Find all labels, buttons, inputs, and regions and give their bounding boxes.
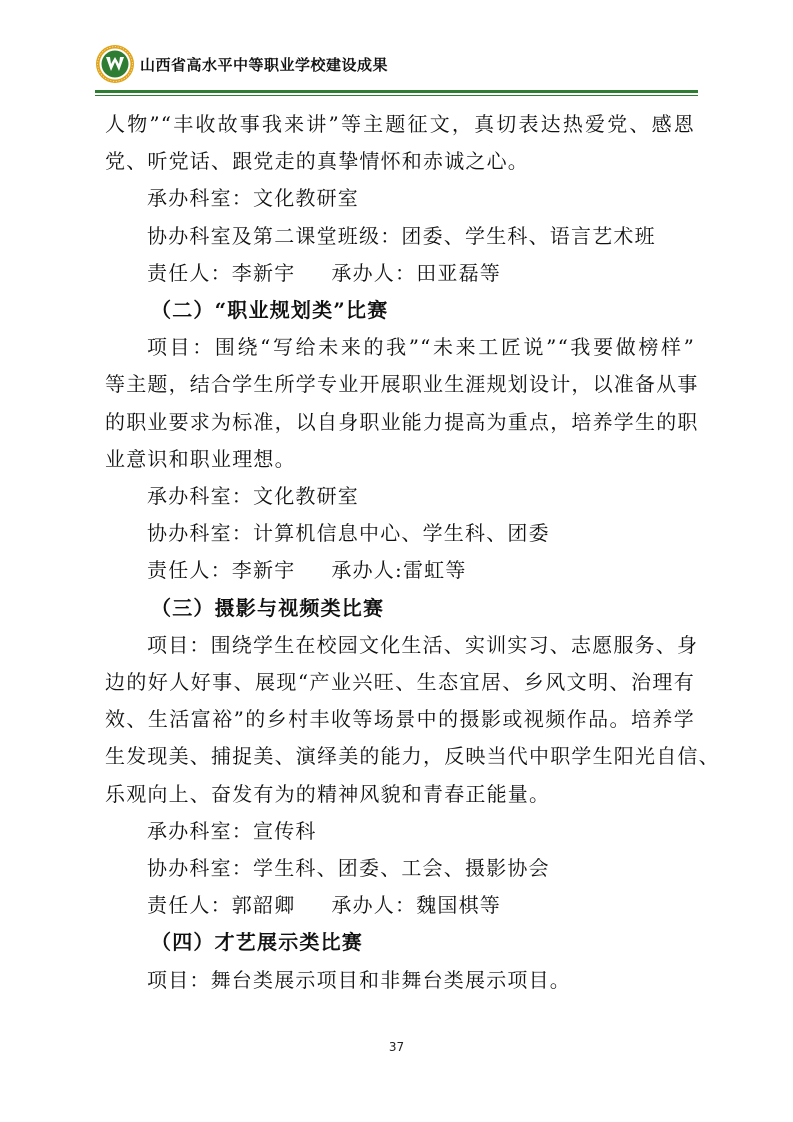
responsible-person: 责任人：李新宇 bbox=[147, 558, 296, 583]
organizer-line: 承办科室：文化教研室 bbox=[147, 484, 359, 509]
section-heading: （二）“职业规划类”比赛 bbox=[151, 298, 389, 323]
paragraph-line: 项目：围绕“写给未来的我”“未来工匠说”“我要做榜样” bbox=[147, 335, 695, 360]
paragraph-line: 的职业要求为标准，以自身职业能力提高为重点，培养学生的职 bbox=[105, 409, 699, 434]
co-organizer-line: 协办科室及第二课堂班级：团委、学生科、语言艺术班 bbox=[147, 223, 656, 248]
responsible-person: 责任人：郭韶卿 bbox=[147, 893, 296, 918]
responsible-line bbox=[105, 552, 695, 589]
undertaker: 承办人:雷虹等 bbox=[331, 558, 467, 583]
paragraph-line: 项目：舞台类展示项目和非舞台类展示项目。 bbox=[147, 967, 571, 992]
header-title: 山西省高水平中等职业学校建设成果 bbox=[140, 56, 389, 74]
organizer-line: 承办科室：文化教研室 bbox=[147, 186, 359, 211]
page-header bbox=[95, 40, 695, 88]
paragraph-line: 乐观向上、奋发有为的精神风貌和青春正能量。 bbox=[105, 781, 551, 806]
paragraph-line: 党、听党话、跟党走的真挚情怀和赤诚之心。 bbox=[105, 149, 529, 174]
paragraph-line: 效、生活富裕”的乡村丰收等场景中的摄影或视频作品。培养学 bbox=[105, 707, 695, 732]
paragraph-line: 业意识和职业理想。 bbox=[105, 446, 296, 471]
undertaker: 承办人：田亚磊等 bbox=[331, 260, 502, 285]
paragraph-line: 人物”“丰收故事我来讲”等主题征文，真切表达热爱党、感恩 bbox=[105, 112, 695, 136]
co-organizer-line: 协办科室：计算机信息中心、学生科、团委 bbox=[147, 521, 550, 546]
paragraph-line: 项目：围绕学生在校园文化生活、实训实习、志愿服务、身 bbox=[147, 632, 699, 657]
school-logo-icon bbox=[95, 44, 135, 84]
paragraph-line: 边的好人好事、展现“产业兴旺、生态宜居、乡风文明、治理有 bbox=[105, 670, 695, 695]
co-organizer-line: 协办科室：学生科、团委、工会、摄影协会 bbox=[147, 856, 550, 881]
header-rule-thin bbox=[95, 95, 698, 96]
responsible-line bbox=[105, 887, 695, 924]
paragraph-line: 生发现美、捕捉美、演绎美的能力，反映当代中职学生阳光自信、 bbox=[105, 744, 720, 769]
undertaker: 承办人：魏国棋等 bbox=[331, 893, 502, 918]
section-heading: （四）才艺展示类比赛 bbox=[151, 930, 363, 955]
page-number: 37 bbox=[388, 1040, 405, 1054]
document-body bbox=[105, 106, 720, 999]
header-rule-thick bbox=[95, 90, 698, 93]
section-heading: （三）摄影与视频类比赛 bbox=[151, 595, 385, 620]
paragraph-line: 等主题，结合学生所学专业开展职业生涯规划设计，以准备从事 bbox=[105, 372, 699, 397]
responsible-person: 责任人：李新宇 bbox=[147, 260, 296, 285]
responsible-line bbox=[105, 255, 695, 292]
organizer-line: 承办科室：宣传科 bbox=[147, 818, 317, 843]
